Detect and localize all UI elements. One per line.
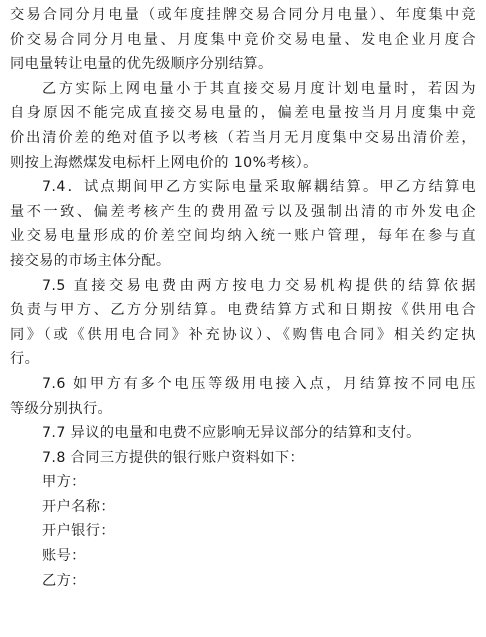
text-line: 7.8 合同三方提供的银行账户资料如下： (42, 449, 305, 466)
field-party-a: 甲方： (42, 474, 86, 491)
text-line: 7.7 异议的电量和电费不应影响无异议部分的结算和支付。 (42, 425, 421, 442)
paragraph-clause-7-4 (10, 175, 476, 273)
text-line: 同电量转让电量的优先级顺序分别结算。 (10, 56, 273, 73)
text-line: 7.5 直接交易电费由两方按电力交易机构提供的结算依据 (42, 277, 476, 294)
text-line: 同》（或《供用电合同》补充协议）、《购售电合同》相关约定执 (10, 326, 476, 343)
field-bank-name: 开户银行： (42, 523, 115, 540)
text-line: 7.4．试点期间甲乙方实际电量采取解耦结算。甲乙方结算电 (42, 179, 476, 196)
text-line: 量不一致、偏差考核产生的费用盈亏以及强制出清的市外发电企 (10, 203, 476, 220)
paragraph-deviation-assessment (10, 77, 476, 175)
bank-account-fields (10, 470, 476, 593)
text-line: 行。 (10, 351, 40, 368)
text-line: 则按上海燃煤发电标杆上网电价的 10%考核）。 (10, 154, 318, 171)
text-line: 7.6 如甲方有多个电压等级用电接入点，月结算按不同电压 (42, 375, 476, 392)
paragraph-clause-7-8 (10, 446, 476, 471)
text-line: 价交易合同分月电量、月度集中竞价交易电量、发电企业月度合 (10, 31, 476, 48)
text-line: 等级分别执行。 (10, 400, 113, 417)
text-line: 负责与甲方、乙方分别结算。电费结算方式和日期按《供用电合 (10, 302, 476, 319)
text-line: 自身原因不能完成直接交易电量的，偏差电量按当月月度集中竞 (10, 105, 476, 122)
text-line: 业交易电量形成的价差空间均纳入统一账户管理，每年在参与直 (10, 228, 476, 245)
field-party-b: 乙方： (42, 572, 86, 589)
paragraph-clause-7-7 (10, 421, 476, 446)
field-account-name: 开户名称： (42, 498, 115, 515)
paragraph-clause-7-6 (10, 372, 476, 421)
paragraph-intro-continued (10, 3, 476, 77)
text-line: 乙方实际上网电量小于其直接交易月度计划电量时，若因为 (42, 80, 476, 97)
field-account-number: 账号： (42, 548, 86, 565)
text-line: 交易合同分月电量（或年度挂牌交易合同分月电量）、年度集中竞 (10, 7, 476, 23)
text-line: 价出清价差的绝对值予以考核（若当月无月度集中交易出清价差， (10, 129, 476, 146)
text-line: 接交易的市场主体分配。 (10, 252, 171, 269)
paragraph-clause-7-5 (10, 274, 476, 372)
